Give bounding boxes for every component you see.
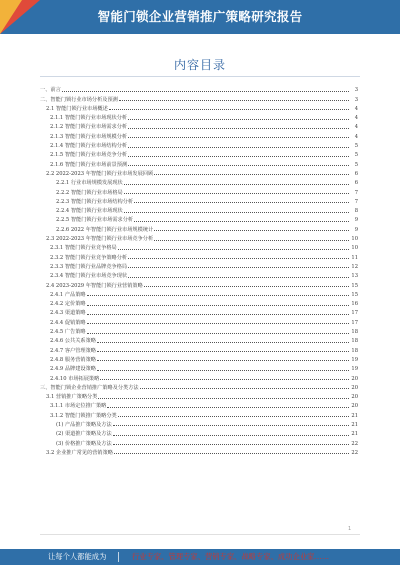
toc-entry[interactable]	[40, 363, 358, 372]
toc-entry-label: 2.1.6 智能门锁行业市场前景预测	[50, 161, 128, 168]
toc-leader-dots	[97, 342, 349, 343]
toc-entry-page: 4	[354, 105, 358, 112]
toc-entry-page: 3	[354, 96, 358, 103]
toc-entry[interactable]	[40, 316, 358, 325]
toc-entry-label: 2.2 2022-2023 年智能门锁行业市场发展回顾	[46, 170, 154, 177]
toc-entry-label: 二、智能门锁行业市场分析及预测	[40, 96, 118, 103]
toc-leader-dots	[87, 295, 349, 296]
toc-entry[interactable]	[40, 103, 358, 112]
toc-entry-label: 2.4 2023-2029 年智能门锁行业营销策略	[46, 282, 143, 289]
toc-entry-page: 10	[351, 245, 358, 252]
toc-entry-label: 3.1.2 智能门锁推广策略分类	[50, 412, 117, 419]
toc-entry[interactable]	[40, 298, 358, 307]
toc-entry-page: 15	[351, 291, 358, 298]
toc-entry-page: 20	[351, 394, 358, 401]
toc-leader-dots	[107, 407, 349, 408]
toc-entry[interactable]	[40, 400, 358, 409]
toc-entry-label: 2.1.5 智能门锁行业市场竞争分析	[50, 152, 128, 159]
toc-entry-label: 3.2 企业推广常见的营销策略	[46, 449, 113, 456]
toc-entry[interactable]	[40, 130, 358, 139]
toc-entry-label: 2.1 智能门锁行业市场概述	[46, 105, 108, 112]
toc-entry-page: 16	[351, 301, 358, 308]
toc-entry-label: 2.4.9 品牌建设策略	[50, 366, 96, 373]
toc-entry-label: 2.1.3 智能门锁行业市场规模分析	[50, 133, 128, 140]
toc-entry-page: 8	[354, 208, 358, 215]
toc-entry-label: 2.3.2 智能门锁行业竞争策略分析	[50, 254, 128, 261]
toc-entry[interactable]	[40, 382, 358, 391]
toc-entry[interactable]	[40, 112, 358, 121]
footer-slogan-left: 让每个人都能成为	[48, 552, 107, 561]
toc-leader-dots	[128, 277, 349, 278]
toc-leader-dots	[97, 370, 349, 371]
toc-leader-dots	[124, 193, 349, 194]
toc-entry[interactable]	[40, 307, 358, 316]
toc-leader-dots	[128, 165, 349, 166]
toc-leader-dots	[87, 305, 349, 306]
toc-entry-page: 17	[351, 310, 358, 317]
toc-leader-dots	[128, 137, 349, 138]
toc-entry[interactable]	[40, 428, 358, 437]
toc-entry[interactable]	[40, 261, 358, 270]
toc-entry-label: 2.3.1 智能门锁行业竞争格局	[50, 245, 117, 252]
toc-entry-label: 2.2.4 智能门锁行业市场现状	[56, 208, 123, 215]
toc-entry[interactable]	[40, 335, 358, 344]
toc-leader-dots	[128, 258, 349, 259]
toc-entry-page: 21	[351, 431, 358, 438]
toc-entry-label: 3.1.1 市场定位推广策略	[50, 403, 107, 410]
toc-entry[interactable]	[40, 372, 358, 381]
toc-divider	[40, 76, 360, 77]
toc-entry-label: 2.4.4 促销策略	[50, 319, 86, 326]
toc-entry-label: 2.2.6 2022 年智能门锁行业市场规模统计	[56, 226, 154, 233]
toc-entry[interactable]	[40, 214, 358, 223]
toc-entry-page: 20	[351, 384, 358, 391]
toc-entry-page: 19	[351, 356, 358, 363]
toc-entry-page: 10	[351, 236, 358, 243]
toc-leader-dots	[118, 249, 349, 250]
toc-entry[interactable]	[40, 121, 358, 130]
toc-entry-page: 20	[351, 375, 358, 382]
toc-leader-dots	[140, 388, 349, 389]
toc-entry-page: 5	[354, 161, 358, 168]
toc-entry-label: 2.4.5 广告策略	[50, 329, 86, 336]
toc-leader-dots	[134, 221, 349, 222]
toc-entry[interactable]	[40, 233, 358, 242]
toc-leader-dots	[154, 174, 349, 175]
toc-entry-page: 22	[351, 440, 358, 447]
toc-leader-dots	[128, 156, 349, 157]
toc-leader-dots	[97, 360, 349, 361]
toc-leader-dots	[154, 230, 349, 231]
toc-leader-dots	[119, 100, 349, 101]
toc-entry[interactable]	[40, 289, 358, 298]
toc-entry[interactable]	[40, 177, 358, 186]
toc-entry-page: 3	[354, 87, 358, 94]
toc-leader-dots	[113, 435, 349, 436]
toc-leader-dots	[98, 398, 349, 399]
toc-entry-label: 2.1.2 智能门锁行业市场需求分析	[50, 124, 128, 131]
toc-leader-dots	[87, 323, 349, 324]
toc-heading: 内容目录	[173, 58, 226, 72]
toc-leader-dots	[113, 444, 349, 445]
toc-entry-label: 一、前言	[40, 87, 61, 94]
toc-entry[interactable]	[40, 149, 358, 158]
document-title: 智能门锁企业营销推广策略研究报告	[97, 9, 303, 24]
toc-leader-dots	[87, 333, 349, 334]
page-number: 1	[348, 526, 352, 532]
toc-entry-page: 4	[354, 133, 358, 140]
toc-entry-label: 2.1.1 智能门锁行业市场现状分析	[50, 115, 128, 122]
toc-entry-page: 9	[354, 226, 358, 233]
toc-entry[interactable]	[40, 168, 358, 177]
toc-entry-page: 18	[351, 329, 358, 336]
toc-entry-label: 2.4.6 公共关系策略	[50, 338, 96, 345]
toc-entry-page: 4	[354, 124, 358, 131]
toc-leader-dots	[154, 240, 349, 241]
toc-entry-page: 17	[351, 319, 358, 326]
toc-entry-page: 5	[354, 152, 358, 159]
toc-entry-label: 2.2.3 智能门锁行业市场结构分析	[56, 198, 134, 205]
toc-entry[interactable]	[40, 251, 358, 260]
toc-entry-label: 2.3.3 智能门锁行业品牌竞争格局	[50, 263, 128, 270]
table-of-contents	[40, 84, 358, 456]
toc-entry[interactable]	[40, 93, 358, 102]
toc-entry[interactable]	[40, 205, 358, 214]
toc-entry-label: 2.4.1 产品策略	[50, 291, 86, 298]
toc-leader-dots	[128, 267, 349, 268]
toc-leader-dots	[113, 425, 349, 426]
toc-leader-dots	[97, 351, 349, 352]
toc-entry[interactable]	[40, 140, 358, 149]
header-banner	[0, 0, 400, 34]
toc-leader-dots	[118, 416, 349, 417]
toc-entry-label: 2.3.4 智能门锁行业市场竞争现状	[50, 273, 128, 280]
toc-entry-page: 19	[351, 366, 358, 373]
toc-entry-label: 2.2.5 智能门锁行业市场需求分析	[56, 217, 134, 224]
toc-entry-page: 21	[351, 421, 358, 428]
toc-entry-label: 2.4.3 渠道策略	[50, 310, 86, 317]
toc-leader-dots	[144, 286, 349, 287]
toc-entry[interactable]	[40, 196, 358, 205]
toc-entry-label: 2.1.4 智能门锁行业市场结构分析	[50, 143, 128, 150]
toc-entry[interactable]	[40, 326, 358, 335]
toc-entry-label: (3) 价格推广策略及方法	[56, 440, 112, 447]
toc-leader-dots	[62, 91, 349, 92]
toc-entry[interactable]	[40, 279, 358, 288]
toc-entry[interactable]	[40, 419, 358, 428]
toc-entry-page: 20	[351, 403, 358, 410]
toc-leader-dots	[124, 184, 349, 185]
toc-leader-dots	[128, 128, 349, 129]
toc-entry[interactable]	[40, 344, 358, 353]
toc-entry-label: (2) 渠道推广策略及方法	[56, 431, 112, 438]
toc-entry-page: 5	[354, 143, 358, 150]
toc-entry-page: 7	[354, 198, 358, 205]
toc-entry[interactable]	[40, 84, 358, 93]
toc-entry-label: 2.2.1 行业市场规模发展现状	[56, 180, 123, 187]
footer-banner	[0, 549, 400, 565]
toc-leader-dots	[100, 379, 349, 380]
footer-slogan-right: 行业专家、管理专家、营销专家、战略专家、成功企业家……	[132, 552, 330, 561]
toc-entry-page: 21	[351, 412, 358, 419]
toc-entry[interactable]	[40, 409, 358, 418]
toc-entry-page: 22	[351, 449, 358, 456]
toc-entry[interactable]	[40, 223, 358, 232]
toc-entry-page: 18	[351, 338, 358, 345]
toc-entry-page: 6	[354, 170, 358, 177]
toc-leader-dots	[109, 109, 349, 110]
toc-entry-page: 15	[351, 282, 358, 289]
toc-leader-dots	[134, 202, 349, 203]
toc-entry-page: 13	[351, 273, 358, 280]
toc-entry[interactable]	[40, 158, 358, 167]
toc-leader-dots	[128, 119, 349, 120]
toc-entry-page: 4	[354, 115, 358, 122]
toc-leader-dots	[124, 212, 349, 213]
toc-entry-page: 9	[354, 217, 358, 224]
toc-entry-label: 3.1 营销推广策略分类	[46, 394, 98, 401]
toc-entry-page: 12	[351, 263, 358, 270]
toc-entry-label: 2.4.7 客户管理策略	[50, 347, 96, 354]
footer-separator	[118, 552, 119, 562]
toc-entry-label: 2.4.8 服务营销策略	[50, 356, 96, 363]
toc-entry-label: 三、智能门锁企业营销推广策略及分类方法	[40, 384, 139, 391]
toc-entry[interactable]	[40, 437, 358, 446]
toc-entry-page: 6	[354, 180, 358, 187]
toc-entry[interactable]	[40, 354, 358, 363]
toc-entry-label: 2.3 2022-2023 年智能门锁行业市场竞争分析	[46, 236, 154, 243]
toc-entry-label: 2.4.10 市场拓展策略	[50, 375, 100, 382]
toc-entry[interactable]	[40, 391, 358, 400]
footer-divider	[40, 534, 360, 535]
toc-entry[interactable]	[40, 242, 358, 251]
toc-entry[interactable]	[40, 447, 358, 456]
toc-entry[interactable]	[40, 270, 358, 279]
toc-entry-page: 7	[354, 189, 358, 196]
toc-entry-page: 18	[351, 347, 358, 354]
toc-leader-dots	[128, 147, 349, 148]
toc-entry[interactable]	[40, 186, 358, 195]
toc-entry-label: 2.4.2 定价策略	[50, 301, 86, 308]
toc-leader-dots	[114, 453, 349, 454]
toc-entry-label: 2.2.2 智能门锁行业市场格局	[56, 189, 123, 196]
toc-entry-page: 11	[351, 254, 358, 261]
toc-leader-dots	[87, 314, 349, 315]
toc-entry-label: (1) 产品推广策略及方法	[56, 421, 112, 428]
